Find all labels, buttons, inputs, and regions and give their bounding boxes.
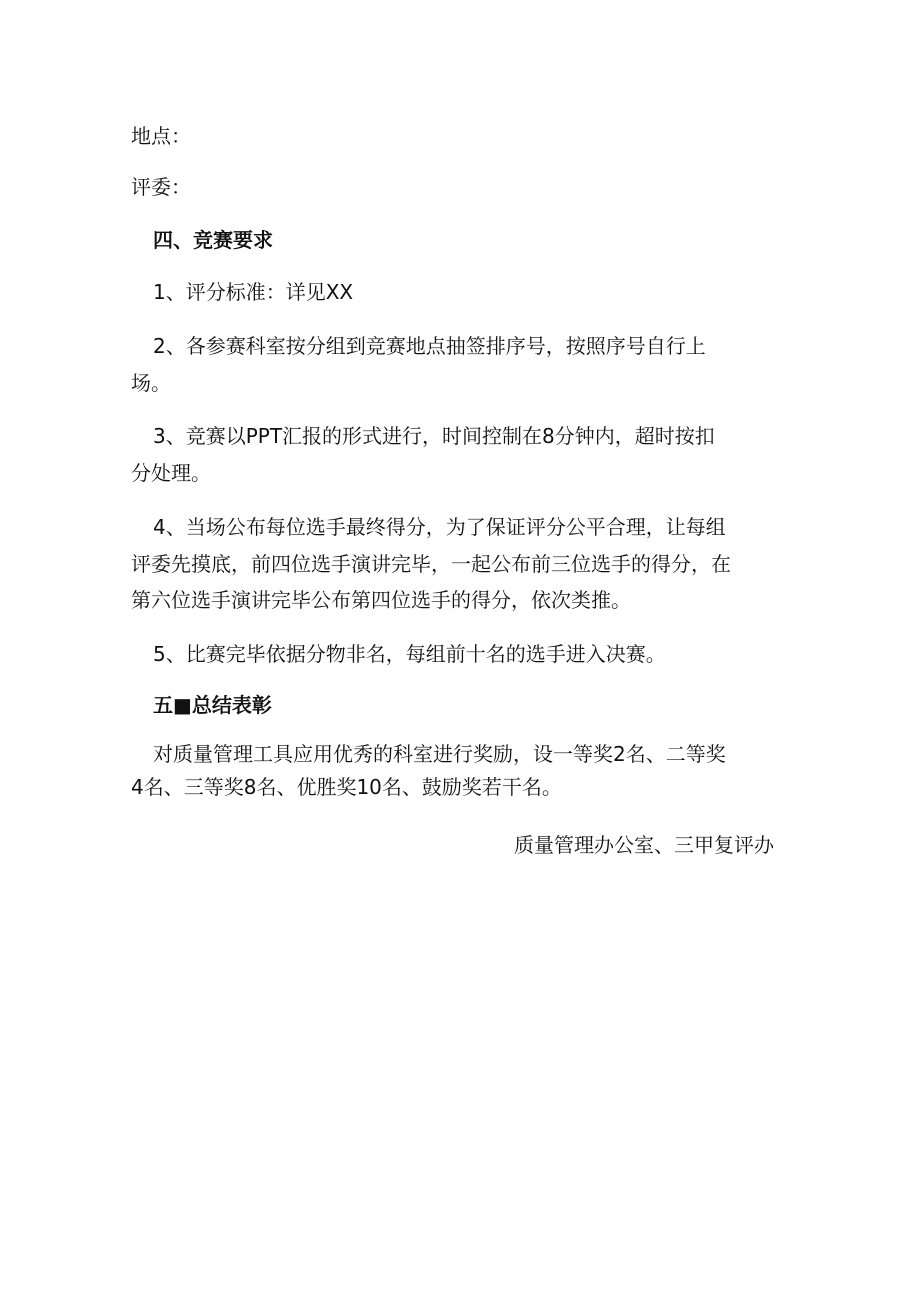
section5-para-line1: 对质量管理工具应用优秀的科室进行奖励，设一等奖2名、二等奖 xyxy=(153,742,726,766)
section4-item4-line2: 评委先摸底，前四位选手演讲完毕，一起公布前三位选手的得分，在 xyxy=(131,552,731,576)
section4-item4-line1: 4、当场公布每位选手最终得分，为了保证评分公平合理，让每组 xyxy=(153,515,726,539)
section4-item3-line1: 3、竞赛以PPT汇报的形式进行，时间控制在8分钟内，超时按扣 xyxy=(153,424,715,448)
section5-para-line2: 4名、三等奖8名、优胜奖10名、鼓励奖若干名。 xyxy=(131,775,562,799)
section4-item2-line1: 2、各参赛科室按分组到竞赛地点抽签排序号，按照序号自行上 xyxy=(153,334,706,358)
location-label: 地点： xyxy=(131,124,191,148)
judges-label: 评委： xyxy=(131,175,191,199)
section4-item2-line2: 场。 xyxy=(131,371,171,395)
section4-item4-line3: 第六位选手演讲完毕公布第四位选手的得分，依次类推。 xyxy=(131,588,631,612)
section4-heading: 四、竞赛要求 xyxy=(153,228,273,252)
section4-item3-line2: 分处理。 xyxy=(131,461,211,485)
signature: 质量管理办公室、三甲复评办 xyxy=(514,833,774,857)
section4-item1: 1、评分标准：详见XX xyxy=(153,280,354,304)
section5-heading: 五■总结表彰 xyxy=(153,693,272,717)
section4-item5: 5、比赛完毕依据分物非名，每组前十名的选手进入决赛。 xyxy=(153,642,666,666)
